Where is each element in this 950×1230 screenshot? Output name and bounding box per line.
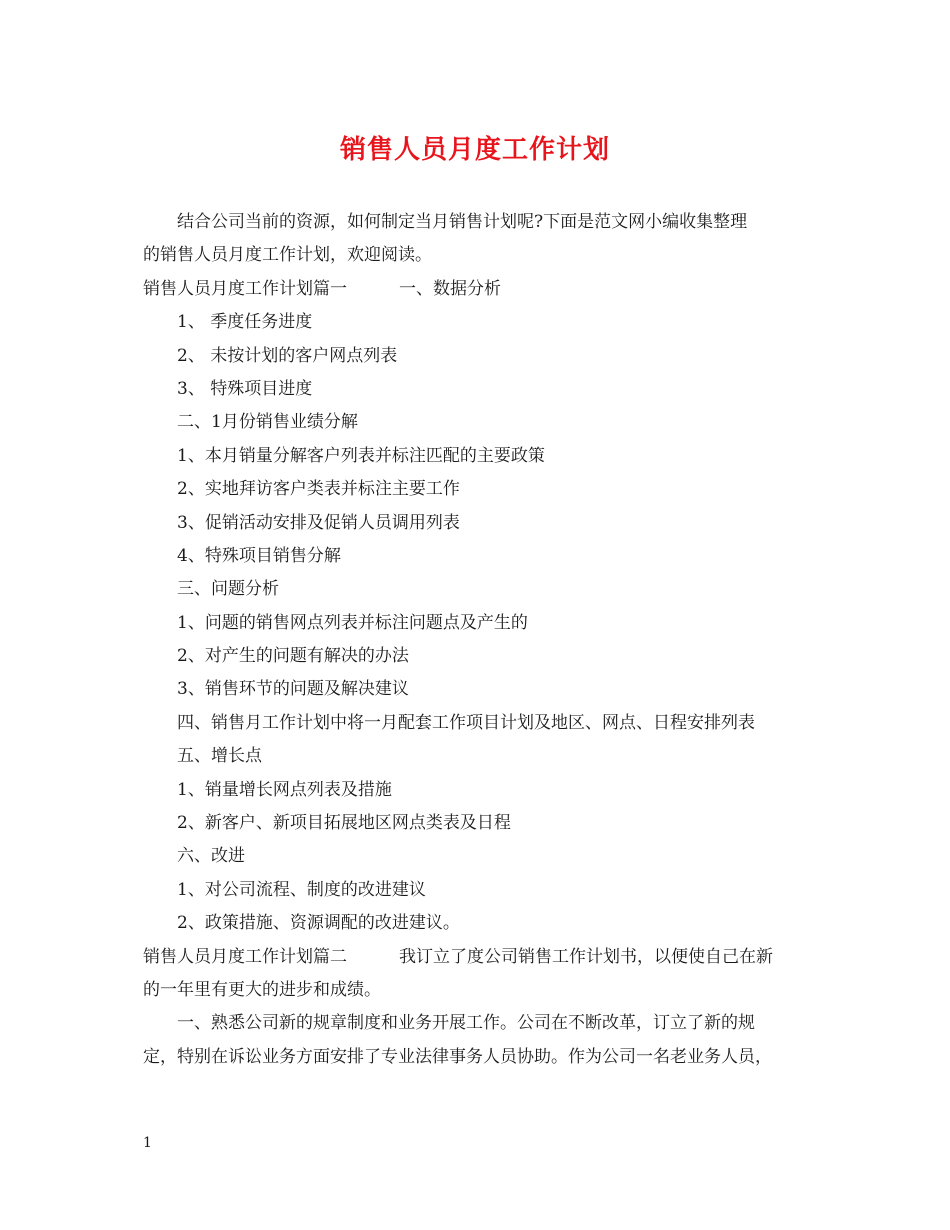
list-item: 1、销量增长网点列表及措施 xyxy=(177,779,392,800)
section-heading: 二、1月份销售业绩分解 xyxy=(177,412,358,433)
section-heading: 三、问题分析 xyxy=(177,579,279,600)
list-item: 2、政策措施、资源调配的改进建议。 xyxy=(177,913,460,934)
part2-heading-line xyxy=(143,941,823,974)
part1-first-section: 一、数据分析 xyxy=(399,278,501,299)
part1-label: 销售人员月度工作计划篇一 xyxy=(143,278,347,299)
list-item: 2、对产生的问题有解决的办法 xyxy=(177,646,409,667)
list-item: 2、新客户、新项目拓展地区网点类表及日程 xyxy=(177,813,511,834)
list-item: 1、 季度任务进度 xyxy=(177,312,313,333)
section-heading: 五、增长点 xyxy=(177,746,262,767)
document-body xyxy=(143,206,823,1074)
list-item: 1、问题的销售网点列表并标注问题点及产生的 xyxy=(177,612,528,633)
intro-line-2: 的销售人员月度工作计划，欢迎阅读。 xyxy=(143,245,432,266)
list-item: 3、销售环节的问题及解决建议 xyxy=(177,679,409,700)
list-item: 1、对公司流程、制度的改进建议 xyxy=(177,879,426,900)
part2-label: 销售人员月度工作计划篇二 xyxy=(143,946,347,967)
part2-first-text: 我订立了度公司销售工作计划书，以便使自己在新 xyxy=(399,946,773,967)
page-number: 1 xyxy=(143,1135,152,1151)
document-title: 销售人员月度工作计划 xyxy=(339,135,610,165)
part1-heading-line xyxy=(143,273,823,306)
list-item: 3、促销活动安排及促销人员调用列表 xyxy=(177,512,460,533)
list-item: 2、 未按计划的客户网点列表 xyxy=(177,345,398,366)
list-item: 3、 特殊项目进度 xyxy=(177,378,313,399)
paragraph-3-line-1: 一、熟悉公司新的规章制度和业务开展工作。公司在不断改革，订立了新的规 xyxy=(177,1013,755,1034)
section-heading: 四、销售月工作计划中将一月配套工作项目计划及地区、网点、日程安排列表 xyxy=(177,712,755,733)
paragraph-3-line-2: 定，特别在诉讼业务方面安排了专业法律事务人员协助。作为公司一名老业务人员， xyxy=(143,1046,772,1067)
part2-line-2: 的一年里有更大的进步和成绩。 xyxy=(143,979,381,1000)
list-item: 1、本月销量分解客户列表并标注匹配的主要政策 xyxy=(177,445,545,466)
list-item: 4、特殊项目销售分解 xyxy=(177,545,341,566)
section-heading: 六、改进 xyxy=(177,846,245,867)
intro-line-1: 结合公司当前的资源，如何制定当月销售计划呢?下面是范文网小编收集整理 xyxy=(177,212,748,232)
list-item: 2、实地拜访客户类表并标注主要工作 xyxy=(177,479,460,500)
